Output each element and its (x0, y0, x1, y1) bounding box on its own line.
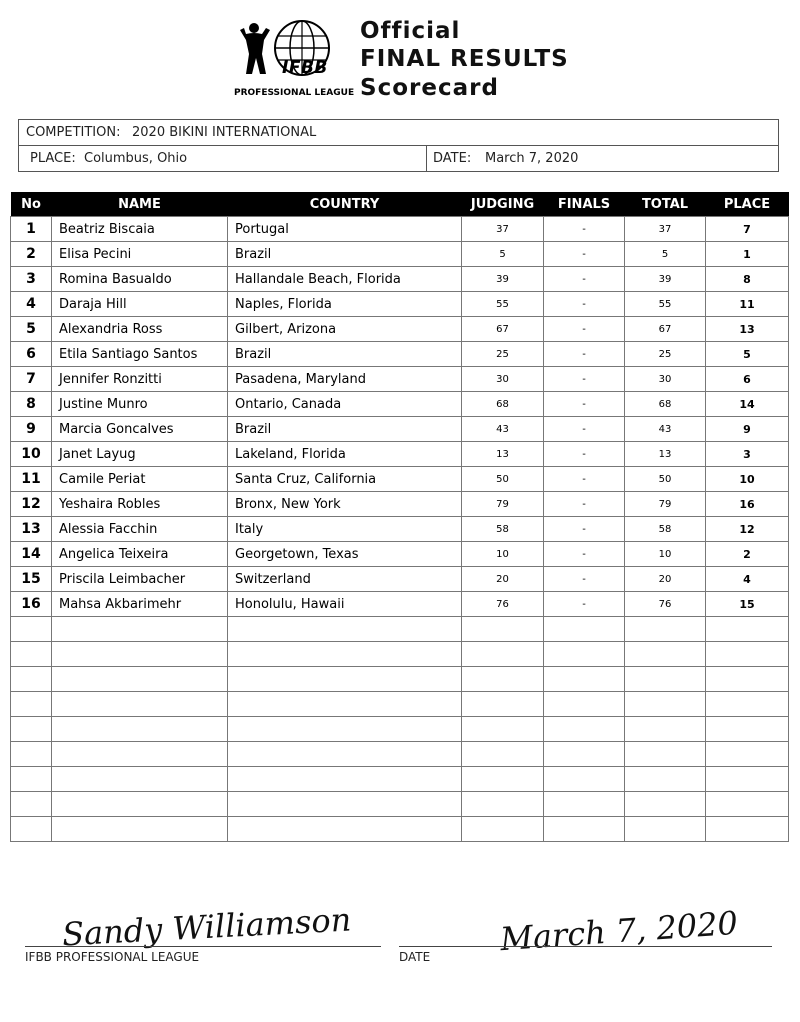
ifbb-logo (232, 18, 355, 100)
cell-name: Priscila Leimbacher (52, 567, 228, 592)
cell-judging-empty (462, 742, 544, 767)
cell-total-empty (625, 717, 706, 742)
cell-no: 4 (11, 292, 52, 317)
cell-name: Angelica Teixeira (52, 542, 228, 567)
cell-finals: - (544, 217, 625, 242)
cell-finals-empty (544, 642, 625, 667)
cell-no: 10 (11, 442, 52, 467)
cell-judging: 50 (462, 467, 544, 492)
cell-total: 55 (625, 292, 706, 317)
table-row (11, 217, 789, 242)
cell-finals: - (544, 392, 625, 417)
cell-finals: - (544, 442, 625, 467)
cell-place: 12 (706, 517, 789, 542)
cell-country-empty (228, 717, 462, 742)
cell-judging: 68 (462, 392, 544, 417)
cell-country: Italy (228, 517, 462, 542)
empty-table-row (11, 617, 789, 642)
cell-name-empty (52, 817, 228, 842)
empty-table-row (11, 742, 789, 767)
cell-total-empty (625, 692, 706, 717)
cell-place: 3 (706, 442, 789, 467)
col-country: COUNTRY (228, 192, 462, 217)
cell-judging-empty (462, 617, 544, 642)
cell-no: 7 (11, 367, 52, 392)
empty-table-row (11, 792, 789, 817)
cell-judging-empty (462, 717, 544, 742)
cell-place: 10 (706, 467, 789, 492)
cell-total-empty (625, 817, 706, 842)
cell-finals-empty (544, 742, 625, 767)
title-scorecard: Scorecard (360, 75, 499, 101)
date-box (426, 145, 779, 172)
cell-country: Switzerland (228, 567, 462, 592)
cell-total: 67 (625, 317, 706, 342)
place-box (18, 145, 427, 172)
cell-finals: - (544, 342, 625, 367)
cell-no: 14 (11, 542, 52, 567)
cell-country-empty (228, 742, 462, 767)
competition-box (18, 119, 779, 146)
cell-total: 50 (625, 467, 706, 492)
cell-name-empty (52, 742, 228, 767)
empty-table-row (11, 817, 789, 842)
cell-total: 79 (625, 492, 706, 517)
cell-finals-empty (544, 717, 625, 742)
cell-total: 20 (625, 567, 706, 592)
table-row (11, 417, 789, 442)
cell-judging: 13 (462, 442, 544, 467)
cell-judging-empty (462, 642, 544, 667)
cell-finals: - (544, 517, 625, 542)
cell-finals-empty (544, 667, 625, 692)
cell-name-empty (52, 792, 228, 817)
cell-judging-empty (462, 792, 544, 817)
cell-judging: 58 (462, 517, 544, 542)
competition-label: COMPETITION: (26, 125, 121, 140)
cell-total-empty (625, 642, 706, 667)
cell-judging-empty (462, 692, 544, 717)
left-signature: Sandy Williamson (61, 900, 353, 954)
cell-total: 39 (625, 267, 706, 292)
cell-no: 11 (11, 467, 52, 492)
cell-no: 16 (11, 592, 52, 617)
col-no: No (11, 192, 52, 217)
cell-no-empty (11, 617, 52, 642)
cell-name: Elisa Pecini (52, 242, 228, 267)
cell-place-empty (706, 767, 789, 792)
cell-country: Honolulu, Hawaii (228, 592, 462, 617)
col-finals: FINALS (544, 192, 625, 217)
cell-no: 6 (11, 342, 52, 367)
cell-place: 7 (706, 217, 789, 242)
table-row (11, 292, 789, 317)
cell-place: 5 (706, 342, 789, 367)
cell-country-empty (228, 817, 462, 842)
cell-place: 6 (706, 367, 789, 392)
cell-finals: - (544, 367, 625, 392)
cell-country: Ontario, Canada (228, 392, 462, 417)
cell-finals: - (544, 417, 625, 442)
table-row (11, 267, 789, 292)
cell-finals: - (544, 242, 625, 267)
col-judging: JUDGING (462, 192, 544, 217)
cell-place-empty (706, 667, 789, 692)
cell-name: Jennifer Ronzitti (52, 367, 228, 392)
cell-total: 25 (625, 342, 706, 367)
cell-total: 5 (625, 242, 706, 267)
cell-country: Santa Cruz, California (228, 467, 462, 492)
cell-no-empty (11, 642, 52, 667)
cell-name: Alessia Facchin (52, 517, 228, 542)
cell-finals: - (544, 592, 625, 617)
cell-finals-empty (544, 792, 625, 817)
cell-place: 2 (706, 542, 789, 567)
cell-no-empty (11, 817, 52, 842)
title-final-results: FINAL RESULTS (360, 46, 569, 72)
right-signature-line (399, 946, 772, 947)
cell-country: Brazil (228, 242, 462, 267)
cell-total: 68 (625, 392, 706, 417)
cell-judging: 20 (462, 567, 544, 592)
cell-judging: 67 (462, 317, 544, 342)
cell-name: Janet Layug (52, 442, 228, 467)
cell-name-empty (52, 642, 228, 667)
cell-country: Bronx, New York (228, 492, 462, 517)
cell-finals: - (544, 492, 625, 517)
cell-country-empty (228, 792, 462, 817)
cell-finals: - (544, 542, 625, 567)
cell-name: Romina Basualdo (52, 267, 228, 292)
cell-country: Hallandale Beach, Florida (228, 267, 462, 292)
cell-total-empty (625, 667, 706, 692)
competition-value: 2020 BIKINI INTERNATIONAL (132, 125, 317, 140)
cell-country: Naples, Florida (228, 292, 462, 317)
cell-name: Marcia Goncalves (52, 417, 228, 442)
cell-judging: 39 (462, 267, 544, 292)
cell-place: 14 (706, 392, 789, 417)
table-header-row (11, 192, 789, 217)
empty-table-row (11, 692, 789, 717)
cell-judging: 10 (462, 542, 544, 567)
cell-finals-empty (544, 767, 625, 792)
cell-country-empty (228, 767, 462, 792)
cell-name-empty (52, 692, 228, 717)
table-row (11, 542, 789, 567)
cell-no-empty (11, 692, 52, 717)
results-table (10, 192, 789, 842)
cell-place: 16 (706, 492, 789, 517)
right-signature: March 7, 2020 (498, 903, 740, 959)
cell-judging: 25 (462, 342, 544, 367)
place-value: Columbus, Ohio (84, 151, 188, 166)
cell-place: 9 (706, 417, 789, 442)
cell-no: 5 (11, 317, 52, 342)
cell-total-empty (625, 617, 706, 642)
cell-country-empty (228, 642, 462, 667)
cell-country: Portugal (228, 217, 462, 242)
cell-total-empty (625, 742, 706, 767)
cell-finals: - (544, 467, 625, 492)
cell-finals: - (544, 292, 625, 317)
cell-name-empty (52, 717, 228, 742)
cell-place: 1 (706, 242, 789, 267)
cell-finals-empty (544, 617, 625, 642)
cell-country: Georgetown, Texas (228, 542, 462, 567)
cell-no-empty (11, 742, 52, 767)
cell-place-empty (706, 817, 789, 842)
cell-finals: - (544, 317, 625, 342)
cell-total-empty (625, 767, 706, 792)
col-name: NAME (52, 192, 228, 217)
cell-no-empty (11, 792, 52, 817)
cell-name: Justine Munro (52, 392, 228, 417)
cell-judging: 5 (462, 242, 544, 267)
cell-name-empty (52, 767, 228, 792)
cell-no-empty (11, 667, 52, 692)
cell-total-empty (625, 792, 706, 817)
cell-country: Lakeland, Florida (228, 442, 462, 467)
cell-name: Camile Periat (52, 467, 228, 492)
cell-judging: 79 (462, 492, 544, 517)
date-label: DATE: (433, 151, 472, 166)
table-row (11, 517, 789, 542)
cell-place-empty (706, 617, 789, 642)
table-row (11, 492, 789, 517)
cell-place: 15 (706, 592, 789, 617)
cell-place: 11 (706, 292, 789, 317)
cell-total: 37 (625, 217, 706, 242)
cell-judging-empty (462, 817, 544, 842)
cell-total: 30 (625, 367, 706, 392)
cell-place-empty (706, 742, 789, 767)
table-row (11, 242, 789, 267)
empty-table-row (11, 642, 789, 667)
cell-no: 12 (11, 492, 52, 517)
cell-finals-empty (544, 692, 625, 717)
cell-total: 13 (625, 442, 706, 467)
table-row (11, 592, 789, 617)
cell-no: 3 (11, 267, 52, 292)
cell-place-empty (706, 692, 789, 717)
col-total: TOTAL (625, 192, 706, 217)
table-body (11, 217, 789, 842)
cell-country: Brazil (228, 417, 462, 442)
cell-no: 8 (11, 392, 52, 417)
cell-place: 13 (706, 317, 789, 342)
cell-place-empty (706, 717, 789, 742)
cell-finals: - (544, 267, 625, 292)
cell-finals: - (544, 567, 625, 592)
cell-no-empty (11, 767, 52, 792)
cell-name-empty (52, 667, 228, 692)
logo-subtext: PROFESSIONAL LEAGUE (234, 88, 355, 98)
cell-place: 4 (706, 567, 789, 592)
cell-total: 43 (625, 417, 706, 442)
cell-name: Beatriz Biscaia (52, 217, 228, 242)
table-row (11, 342, 789, 367)
cell-judging: 43 (462, 417, 544, 442)
cell-no: 2 (11, 242, 52, 267)
cell-judging: 30 (462, 367, 544, 392)
cell-country: Brazil (228, 342, 462, 367)
cell-judging-empty (462, 767, 544, 792)
cell-total: 10 (625, 542, 706, 567)
cell-no-empty (11, 717, 52, 742)
empty-table-row (11, 667, 789, 692)
table-row (11, 567, 789, 592)
cell-name-empty (52, 617, 228, 642)
place-label: PLACE: (30, 151, 76, 166)
cell-finals-empty (544, 817, 625, 842)
date-value: March 7, 2020 (485, 151, 579, 166)
cell-name: Alexandria Ross (52, 317, 228, 342)
table-row (11, 442, 789, 467)
cell-no: 9 (11, 417, 52, 442)
cell-judging: 76 (462, 592, 544, 617)
left-signature-label: IFBB PROFESSIONAL LEAGUE (25, 950, 200, 964)
cell-name: Etila Santiago Santos (52, 342, 228, 367)
table-row (11, 317, 789, 342)
cell-total: 76 (625, 592, 706, 617)
cell-country: Gilbert, Arizona (228, 317, 462, 342)
table-row (11, 467, 789, 492)
right-signature-label: DATE (399, 950, 431, 964)
logo-text: IFBB (282, 58, 328, 78)
cell-no: 13 (11, 517, 52, 542)
cell-judging: 37 (462, 217, 544, 242)
cell-country-empty (228, 667, 462, 692)
cell-judging: 55 (462, 292, 544, 317)
col-place: PLACE (706, 192, 789, 217)
cell-judging-empty (462, 667, 544, 692)
cell-place-empty (706, 792, 789, 817)
table-row (11, 367, 789, 392)
cell-name: Yeshaira Robles (52, 492, 228, 517)
cell-place: 8 (706, 267, 789, 292)
cell-country-empty (228, 692, 462, 717)
cell-name: Daraja Hill (52, 292, 228, 317)
left-signature-line (25, 946, 381, 947)
cell-country-empty (228, 617, 462, 642)
cell-country: Pasadena, Maryland (228, 367, 462, 392)
empty-table-row (11, 717, 789, 742)
table-row (11, 392, 789, 417)
title-official: Official (360, 18, 461, 44)
empty-table-row (11, 767, 789, 792)
cell-total: 58 (625, 517, 706, 542)
cell-no: 15 (11, 567, 52, 592)
cell-name: Mahsa Akbarimehr (52, 592, 228, 617)
cell-no: 1 (11, 217, 52, 242)
cell-place-empty (706, 642, 789, 667)
